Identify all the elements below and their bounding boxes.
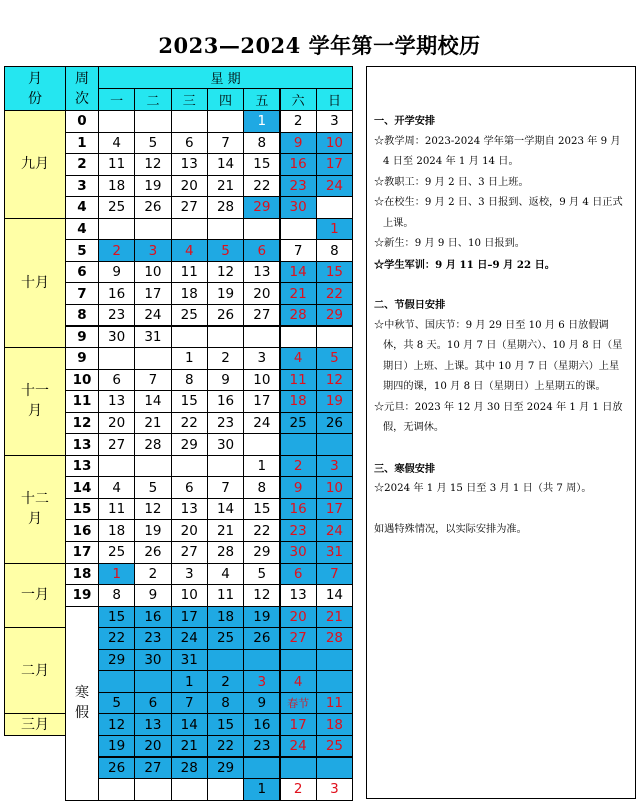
day-cell: 6 bbox=[280, 563, 317, 586]
notes-panel bbox=[366, 66, 636, 799]
day-cell bbox=[207, 218, 244, 241]
weekday-header: 日 bbox=[316, 88, 353, 111]
day-cell: 25 bbox=[207, 627, 244, 650]
day-cell bbox=[98, 455, 135, 478]
day-cell: 3 bbox=[243, 347, 280, 370]
day-cell: 18 bbox=[280, 390, 317, 413]
day-cell: 29 bbox=[243, 541, 280, 564]
day-cell bbox=[207, 110, 244, 133]
week-number-cell: 12 bbox=[65, 412, 99, 435]
day-cell: 14 bbox=[207, 153, 244, 176]
day-cell: 16 bbox=[280, 153, 317, 176]
day-cell: 14 bbox=[207, 498, 244, 521]
week-number-cell: 9 bbox=[65, 326, 99, 349]
day-cell: 12 bbox=[98, 713, 135, 736]
day-cell: 3 bbox=[243, 670, 280, 693]
day-cell: 3 bbox=[134, 239, 171, 262]
day-cell: 27 bbox=[98, 433, 135, 456]
day-cell: 7 bbox=[171, 692, 208, 715]
week-number-cell: 15 bbox=[65, 498, 99, 521]
day-cell: 6 bbox=[98, 369, 135, 392]
day-cell: 22 bbox=[243, 519, 280, 542]
day-cell bbox=[243, 433, 280, 456]
note-item: ☆学生军训：9 月 11 日–9 月 22 日。 bbox=[374, 258, 555, 271]
day-cell: 2 bbox=[207, 670, 244, 693]
day-cell: 25 bbox=[316, 735, 353, 758]
day-cell bbox=[171, 455, 208, 478]
day-cell: 4 bbox=[207, 563, 244, 586]
day-cell: 18 bbox=[171, 282, 208, 305]
week-number-cell: 17 bbox=[65, 541, 99, 564]
note-item: ☆元旦：2023 年 12 月 30 日至 2024 年 1 月 1 日放假，无调休。 bbox=[374, 401, 623, 433]
day-cell: 12 bbox=[243, 584, 280, 607]
day-cell: 24 bbox=[316, 519, 353, 542]
note-item: ☆在校生：9 月 2 日、3 日报到、返校，9 月 4 日正式上课。 bbox=[374, 197, 623, 229]
day-cell: 7 bbox=[134, 369, 171, 392]
day-cell: 11 bbox=[171, 261, 208, 284]
day-cell: 4 bbox=[98, 476, 135, 499]
day-cell: 28 bbox=[171, 757, 208, 780]
day-cell: 23 bbox=[280, 519, 317, 542]
day-cell: 3 bbox=[316, 455, 353, 478]
day-cell: 13 bbox=[171, 498, 208, 521]
day-cell: 21 bbox=[280, 282, 317, 305]
page-title: 2023—2024 学年第一学期校历 bbox=[158, 33, 481, 58]
day-cell: 30 bbox=[207, 433, 244, 456]
week-number-cell: 1 bbox=[65, 132, 99, 155]
day-cell: 4 bbox=[171, 239, 208, 262]
day-cell: 12 bbox=[134, 498, 171, 521]
day-cell: 22 bbox=[243, 175, 280, 198]
day-cell: 5 bbox=[316, 347, 353, 370]
day-cell: 8 bbox=[243, 132, 280, 155]
day-cell: 3 bbox=[316, 778, 353, 801]
day-cell: 5 bbox=[134, 132, 171, 155]
week-number-cell: 3 bbox=[65, 175, 99, 198]
calendar-table bbox=[4, 66, 352, 799]
day-cell: 22 bbox=[98, 627, 135, 650]
winter-notes bbox=[374, 479, 629, 500]
week-number-cell: 0 bbox=[65, 110, 99, 133]
day-cell: 21 bbox=[134, 412, 171, 435]
note-item: ☆新生：9 月 9 日、10 日报到。 bbox=[374, 238, 525, 249]
day-cell: 18 bbox=[207, 606, 244, 629]
day-cell: 7 bbox=[207, 476, 244, 499]
day-cell: 1 bbox=[171, 347, 208, 370]
day-cell: 11 bbox=[316, 692, 353, 715]
week-number-cell: 6 bbox=[65, 261, 99, 284]
day-cell: 9 bbox=[134, 584, 171, 607]
month-label-cell: 十月 bbox=[4, 218, 66, 348]
day-cell: 8 bbox=[98, 584, 135, 607]
day-cell: 5 bbox=[207, 239, 244, 262]
day-cell: 2 bbox=[280, 455, 317, 478]
day-cell: 1 bbox=[171, 670, 208, 693]
day-cell: 7 bbox=[280, 239, 317, 262]
week-number-cell: 13 bbox=[65, 455, 99, 478]
week-number-cell: 5 bbox=[65, 239, 99, 262]
day-cell bbox=[98, 778, 135, 801]
day-cell: 10 bbox=[243, 369, 280, 392]
day-cell: 13 bbox=[171, 153, 208, 176]
day-cell bbox=[134, 670, 171, 693]
week-number-cell: 19 bbox=[65, 584, 99, 607]
day-cell: 17 bbox=[171, 606, 208, 629]
day-cell: 4 bbox=[280, 347, 317, 370]
day-cell: 20 bbox=[98, 412, 135, 435]
day-cell: 16 bbox=[98, 282, 135, 305]
day-cell: 11 bbox=[207, 584, 244, 607]
day-cell: 20 bbox=[134, 735, 171, 758]
day-cell: 19 bbox=[98, 735, 135, 758]
day-cell bbox=[171, 218, 208, 241]
day-cell: 18 bbox=[98, 175, 135, 198]
day-cell: 6 bbox=[171, 476, 208, 499]
day-cell: 8 bbox=[171, 369, 208, 392]
week-number-cell: 2 bbox=[65, 153, 99, 176]
day-cell: 1 bbox=[243, 110, 280, 133]
day-cell: 9 bbox=[243, 692, 280, 715]
day-cell: 17 bbox=[280, 713, 317, 736]
day-cell bbox=[316, 649, 353, 672]
footer-note: 如遇特殊情况，以实际安排为准。 bbox=[374, 523, 527, 535]
day-cell: 27 bbox=[171, 196, 208, 219]
day-cell: 20 bbox=[280, 606, 317, 629]
day-cell bbox=[134, 218, 171, 241]
day-cell bbox=[316, 433, 353, 456]
day-cell: 16 bbox=[134, 606, 171, 629]
day-cell: 15 bbox=[207, 713, 244, 736]
day-cell bbox=[207, 455, 244, 478]
day-cell: 26 bbox=[134, 196, 171, 219]
day-cell: 8 bbox=[243, 476, 280, 499]
day-cell: 31 bbox=[134, 326, 171, 349]
week-number-cell: 8 bbox=[65, 304, 99, 327]
weekday-header: 四 bbox=[207, 88, 244, 111]
day-cell: 19 bbox=[316, 390, 353, 413]
section-title-enrollment: 一、开学安排 bbox=[374, 115, 436, 127]
holiday-notes bbox=[374, 316, 629, 439]
day-cell: 30 bbox=[280, 196, 317, 219]
day-cell: 13 bbox=[243, 261, 280, 284]
day-cell: 27 bbox=[243, 304, 280, 327]
weekday-header: 三 bbox=[171, 88, 208, 111]
day-cell: 15 bbox=[98, 606, 135, 629]
day-cell bbox=[316, 326, 353, 349]
day-cell bbox=[98, 218, 135, 241]
day-cell: 24 bbox=[280, 735, 317, 758]
day-cell: 14 bbox=[316, 584, 353, 607]
day-cell: 21 bbox=[207, 175, 244, 198]
day-cell: 2 bbox=[280, 778, 317, 801]
day-cell: 17 bbox=[134, 282, 171, 305]
week-number-cell: 4 bbox=[65, 196, 99, 219]
day-cell: 春节 bbox=[280, 692, 317, 715]
day-cell: 24 bbox=[171, 627, 208, 650]
month-label-cell: 九月 bbox=[4, 110, 66, 219]
day-cell: 9 bbox=[280, 132, 317, 155]
day-cell: 19 bbox=[134, 519, 171, 542]
day-cell: 19 bbox=[207, 282, 244, 305]
month-label-cell: 十一月 bbox=[4, 347, 66, 456]
day-cell: 23 bbox=[98, 304, 135, 327]
day-cell: 24 bbox=[243, 412, 280, 435]
week-header: 周次 bbox=[65, 66, 99, 111]
weekday-group-header: 星 期 bbox=[98, 66, 353, 89]
day-cell: 7 bbox=[316, 563, 353, 586]
day-cell: 11 bbox=[98, 153, 135, 176]
day-cell bbox=[280, 649, 317, 672]
week-number-cell: 4 bbox=[65, 218, 99, 241]
day-cell: 30 bbox=[280, 541, 317, 564]
day-cell: 19 bbox=[134, 175, 171, 198]
day-cell: 12 bbox=[316, 369, 353, 392]
day-cell bbox=[207, 649, 244, 672]
day-cell: 22 bbox=[316, 282, 353, 305]
day-cell: 23 bbox=[243, 735, 280, 758]
weekday-header: 一 bbox=[98, 88, 135, 111]
week-number-cell: 13 bbox=[65, 433, 99, 456]
day-cell: 9 bbox=[98, 261, 135, 284]
day-cell: 1 bbox=[243, 778, 280, 801]
day-cell bbox=[134, 455, 171, 478]
week-number-cell: 18 bbox=[65, 563, 99, 586]
day-cell: 26 bbox=[134, 541, 171, 564]
day-cell: 16 bbox=[243, 713, 280, 736]
weekday-header: 五 bbox=[243, 88, 280, 111]
day-cell: 14 bbox=[280, 261, 317, 284]
day-cell bbox=[134, 110, 171, 133]
day-cell: 30 bbox=[134, 649, 171, 672]
day-cell: 29 bbox=[243, 196, 280, 219]
day-cell: 21 bbox=[171, 735, 208, 758]
week-number-cell: 7 bbox=[65, 282, 99, 305]
day-cell: 23 bbox=[207, 412, 244, 435]
day-cell bbox=[243, 218, 280, 241]
day-cell: 2 bbox=[280, 110, 317, 133]
week-number-cell: 16 bbox=[65, 519, 99, 542]
day-cell: 29 bbox=[171, 433, 208, 456]
day-cell: 2 bbox=[207, 347, 244, 370]
note-item: ☆中秋节、国庆节：9 月 29 日至 10 月 6 日放假调休，共 8 天。10 月 7 日（星期六）、10 月 8 日（星期日）上班、上课。其中 10 月 7 日（星期六）上星期四的课，10 月 8 日（星期日）上星期五的课。 bbox=[374, 319, 623, 392]
day-cell: 20 bbox=[243, 282, 280, 305]
day-cell bbox=[134, 347, 171, 370]
day-cell: 19 bbox=[243, 606, 280, 629]
week-number-cell: 9 bbox=[65, 347, 99, 370]
day-cell: 10 bbox=[171, 584, 208, 607]
day-cell: 17 bbox=[316, 153, 353, 176]
week-number-cell: 14 bbox=[65, 476, 99, 499]
day-cell: 22 bbox=[207, 735, 244, 758]
day-cell: 24 bbox=[134, 304, 171, 327]
day-cell: 26 bbox=[207, 304, 244, 327]
day-cell: 23 bbox=[134, 627, 171, 650]
section-title-winter-break: 三、寒假安排 bbox=[374, 462, 436, 475]
day-cell bbox=[280, 757, 317, 780]
day-cell: 13 bbox=[280, 584, 317, 607]
day-cell: 6 bbox=[243, 239, 280, 262]
day-cell: 21 bbox=[316, 606, 353, 629]
section-title-holidays: 二、节假日安排 bbox=[374, 299, 446, 311]
day-cell: 26 bbox=[98, 757, 135, 780]
day-cell: 29 bbox=[98, 649, 135, 672]
day-cell: 14 bbox=[171, 713, 208, 736]
month-label-cell: 十二月 bbox=[4, 455, 66, 564]
day-cell bbox=[243, 757, 280, 780]
day-cell: 23 bbox=[280, 175, 317, 198]
day-cell: 6 bbox=[171, 132, 208, 155]
day-cell bbox=[280, 433, 317, 456]
day-cell bbox=[207, 326, 244, 349]
day-cell: 20 bbox=[171, 175, 208, 198]
day-cell: 13 bbox=[134, 713, 171, 736]
day-cell: 7 bbox=[207, 132, 244, 155]
day-cell bbox=[280, 218, 317, 241]
day-cell: 5 bbox=[134, 476, 171, 499]
day-cell bbox=[316, 670, 353, 693]
day-cell: 9 bbox=[207, 369, 244, 392]
day-cell: 1 bbox=[98, 563, 135, 586]
day-cell: 26 bbox=[243, 627, 280, 650]
weekday-header: 六 bbox=[280, 88, 317, 111]
day-cell: 13 bbox=[98, 390, 135, 413]
day-cell: 11 bbox=[98, 498, 135, 521]
day-cell: 1 bbox=[316, 218, 353, 241]
day-cell: 17 bbox=[316, 498, 353, 521]
day-cell: 29 bbox=[207, 757, 244, 780]
day-cell: 6 bbox=[134, 692, 171, 715]
day-cell: 29 bbox=[316, 304, 353, 327]
day-cell: 16 bbox=[207, 390, 244, 413]
day-cell: 11 bbox=[280, 369, 317, 392]
day-cell: 8 bbox=[207, 692, 244, 715]
day-cell: 16 bbox=[280, 498, 317, 521]
day-cell: 10 bbox=[316, 476, 353, 499]
day-cell: 15 bbox=[243, 153, 280, 176]
day-cell: 20 bbox=[171, 519, 208, 542]
month-label-cell: 二月 bbox=[4, 627, 66, 714]
month-label-cell: 三月 bbox=[4, 713, 66, 736]
day-cell: 27 bbox=[280, 627, 317, 650]
day-cell: 3 bbox=[171, 563, 208, 586]
enrollment-notes bbox=[374, 132, 629, 276]
note-item: ☆教学周：2023-2024 学年第一学期自 2023 年 9 月 4 日至 2024 年 1 月 14 日。 bbox=[374, 135, 621, 167]
month-label-cell: 一月 bbox=[4, 563, 66, 629]
day-cell: 15 bbox=[171, 390, 208, 413]
day-cell: 21 bbox=[207, 519, 244, 542]
day-cell: 28 bbox=[134, 433, 171, 456]
day-cell: 22 bbox=[171, 412, 208, 435]
day-cell bbox=[98, 347, 135, 370]
day-cell: 25 bbox=[98, 541, 135, 564]
day-cell: 8 bbox=[316, 239, 353, 262]
day-cell: 5 bbox=[243, 563, 280, 586]
day-cell: 31 bbox=[316, 541, 353, 564]
day-cell: 4 bbox=[98, 132, 135, 155]
day-cell: 17 bbox=[243, 390, 280, 413]
weekday-header: 二 bbox=[134, 88, 171, 111]
day-cell: 18 bbox=[316, 713, 353, 736]
day-cell: 25 bbox=[98, 196, 135, 219]
day-cell: 14 bbox=[134, 390, 171, 413]
day-cell bbox=[171, 326, 208, 349]
day-cell bbox=[316, 196, 353, 219]
winter-break-label: 寒假 bbox=[65, 606, 99, 801]
day-cell bbox=[171, 110, 208, 133]
day-cell bbox=[171, 778, 208, 801]
day-cell: 5 bbox=[98, 692, 135, 715]
note-item: ☆教职工：9 月 2 日、3 日上班。 bbox=[374, 176, 529, 188]
day-cell: 28 bbox=[316, 627, 353, 650]
week-number-cell: 10 bbox=[65, 369, 99, 392]
day-cell: 28 bbox=[207, 196, 244, 219]
day-cell: 2 bbox=[134, 563, 171, 586]
day-cell: 28 bbox=[207, 541, 244, 564]
day-cell bbox=[316, 757, 353, 780]
day-cell: 27 bbox=[171, 541, 208, 564]
day-cell: 4 bbox=[280, 670, 317, 693]
day-cell bbox=[243, 326, 280, 349]
day-cell bbox=[243, 649, 280, 672]
day-cell: 1 bbox=[243, 455, 280, 478]
day-cell: 25 bbox=[171, 304, 208, 327]
day-cell: 10 bbox=[134, 261, 171, 284]
note-item: ☆2024 年 1 月 15 日至 3 月 1 日（共 7 周）。 bbox=[374, 483, 592, 494]
month-header: 月份 bbox=[4, 66, 66, 111]
day-cell bbox=[207, 778, 244, 801]
day-cell: 10 bbox=[316, 132, 353, 155]
day-cell: 31 bbox=[171, 649, 208, 672]
day-cell: 2 bbox=[98, 239, 135, 262]
day-cell: 15 bbox=[316, 261, 353, 284]
day-cell bbox=[280, 326, 317, 349]
day-cell: 3 bbox=[316, 110, 353, 133]
day-cell: 28 bbox=[280, 304, 317, 327]
day-cell: 24 bbox=[316, 175, 353, 198]
day-cell: 9 bbox=[280, 476, 317, 499]
day-cell bbox=[98, 110, 135, 133]
day-cell: 27 bbox=[134, 757, 171, 780]
day-cell: 26 bbox=[316, 412, 353, 435]
week-number-cell: 11 bbox=[65, 390, 99, 413]
day-cell: 18 bbox=[98, 519, 135, 542]
day-cell: 15 bbox=[243, 498, 280, 521]
day-cell: 30 bbox=[98, 326, 135, 349]
day-cell bbox=[98, 670, 135, 693]
day-cell: 25 bbox=[280, 412, 317, 435]
day-cell: 12 bbox=[134, 153, 171, 176]
day-cell: 12 bbox=[207, 261, 244, 284]
day-cell bbox=[134, 778, 171, 801]
